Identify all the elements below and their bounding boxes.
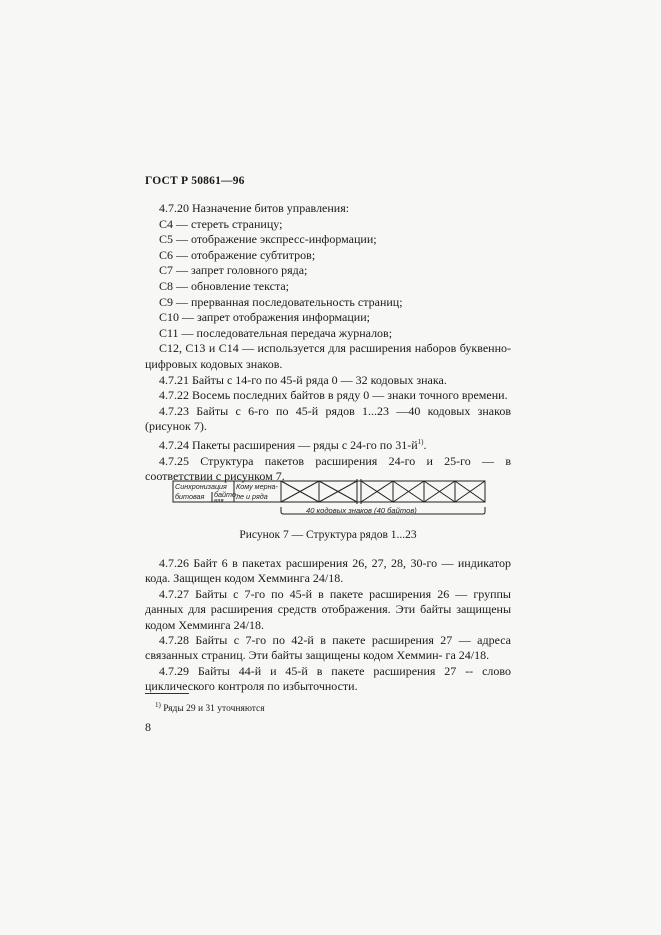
paragraph-4-7-27: 4.7.27 Байты с 7-го по 45-й в пакете расширения 26 — группы данных для расширения средств отображения. Эти байты защищены кодом Хемминга 24/18. — [145, 586, 511, 632]
brace-label: 40 кодовых знаков (40 байтов) — [306, 506, 417, 515]
section-control-bits — [145, 201, 511, 485]
list-item: C8 — обновление текста; — [159, 278, 290, 293]
list-item: C9 — прерванная последовательность страниц; — [159, 294, 403, 309]
sync-label: Синхронизация — [175, 482, 227, 491]
paragraph-4-7-26: 4.7.26 Байт 6 в пакетах расширения 26, 27, 28, 30-го — индикатор кода. Защищен кодом Хемминга 24/18. — [145, 556, 511, 586]
figure-caption: Рисунок 7 — Структура рядов 1...23 — [239, 529, 417, 541]
list-item: C10 — запрет отображения информации; — [159, 310, 370, 325]
footnote-divider — [145, 693, 189, 694]
paragraph-4-7-29: 4.7.29 Байты 44-й и 45-й в пакете расширения 27 -- слово циклического контроля по избыточности. — [145, 663, 511, 694]
footnote-text: Ряды 29 и 31 уточняются — [163, 704, 265, 715]
paragraph-c12: C12, C13 и C14 — используется для расширения наборов буквенно-цифровых кодовых знаков. — [145, 341, 511, 371]
list-item: C6 — отображение субтитров; — [159, 247, 316, 262]
paragraph-4-7-21: 4.7.21 Байты с 14-го по 45-й ряда 0 — 32 кодовых знака. — [159, 372, 447, 387]
list-item: C4 — стереть страницу; — [159, 216, 283, 231]
list-item: C7 — запрет головного ряда; — [159, 263, 308, 278]
paragraph-4-7-28: 4.7.28 Байты с 7-го по 42-й в пакете расширения 27 — адреса связанных страниц. Эти байты защищены кодом Хеммин- га 24/18. — [145, 633, 511, 663]
footnote — [155, 701, 265, 714]
row-structure-diagram — [171, 479, 491, 525]
section-extension-packets — [145, 556, 511, 695]
paragraph-4-7-24 — [145, 435, 511, 454]
paragraph-4-7-25: 4.7.25 Структура пакетов расширения 24-го и 25-го — в соответствии с рисунком 7. — [145, 453, 511, 484]
list-item: C11 — последовательная передача журналов; — [159, 325, 393, 340]
paragraph-4-7-24-text: 4.7.24 Пакеты расширения — ряды с 24-го по 31-й — [159, 437, 418, 452]
row-comment-label-2: ле и ряда — [236, 492, 268, 501]
paragraph-4-7-24-end: . — [423, 437, 427, 452]
paragraph-4-7-23: 4.7.23 Байты с 6-го по 45-й рядов 1...23 —40 кодовых знаков (рисунок 7). — [145, 403, 511, 434]
document-header: ГОСТ Р 50861—96 — [145, 175, 245, 187]
sync-byte-label-2: вая — [214, 498, 224, 505]
footnote-ref: 1) — [417, 437, 424, 446]
row-comment-label: Кому мерна- — [236, 482, 278, 491]
sync-byte-label: байто- — [214, 490, 239, 499]
byte-cells-left — [281, 481, 357, 502]
page-number: 8 — [145, 720, 151, 734]
figure-row-structure — [171, 479, 491, 525]
footnote-marker: 1) — [155, 701, 161, 709]
paragraph-4-7-20: 4.7.20 Назначение битов управления: — [159, 201, 350, 215]
paragraph-4-7-22: 4.7.22 Восемь последних байтов в ряду 0 — знаки точного времени. — [159, 388, 508, 403]
list-item: C5 — отображение экспресс-информации; — [159, 232, 377, 247]
sync-bit-label: битовая — [175, 492, 205, 501]
byte-cells-right — [361, 481, 485, 502]
